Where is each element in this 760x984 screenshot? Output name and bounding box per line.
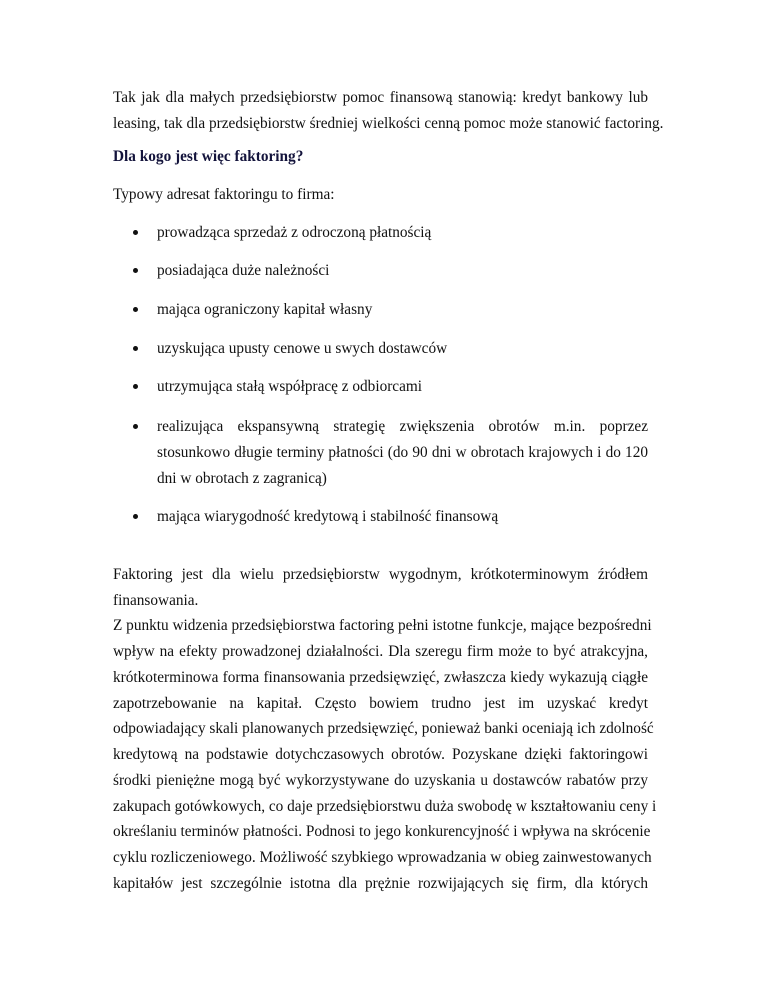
paragraph-line: kapitałów jest szczególnie istotna dla prężnie rozwijających się firm, dla których <box>113 875 648 892</box>
paragraph-line: Z punktu widzenia przedsiębiorstwa factoring pełni istotne funkcje, mające bezpośredni <box>113 617 652 634</box>
bullet-icon <box>133 307 138 312</box>
intro-line: Tak jak dla małych przedsiębiorstw pomoc finansową stanowią: kredyt bankowy lub <box>113 89 648 106</box>
paragraph-line: odpowiadający skali planowanych przedsięwzięć, ponieważ banki oceniają ich zdolność <box>113 720 654 737</box>
list-item: realizująca ekspansywną strategię zwiększenia obrotów m.in. poprzez <box>157 418 648 435</box>
list-item: mająca ograniczony kapitał własny <box>157 301 373 318</box>
paragraph-line: wpływ na efekty prowadzonej działalności. Dla szeregu firm może to być atrakcyjna, <box>113 643 648 660</box>
list-item: utrzymująca stałą współpracę z odbiorcami <box>157 378 423 395</box>
bullet-icon <box>133 230 138 235</box>
bullet-icon <box>133 514 138 519</box>
paragraph-line: finansowania. <box>113 592 199 609</box>
paragraph-line: cyklu rozliczeniowego. Możliwość szybkiego wprowadzania w obieg zainwestowanych <box>113 849 652 866</box>
paragraph-line: środki pieniężne mogą być wykorzystywane do uzyskania u dostawców rabatów przy <box>113 772 648 789</box>
paragraph-line: krótkoterminowa forma finansowania przedsięwzięć, zwłaszcza kiedy wykazują ciągłe <box>113 669 648 686</box>
list-item-continuation: dni w obrotach z zagranicą) <box>157 470 327 487</box>
section-heading: Dla kogo jest więc faktoring? <box>113 148 304 165</box>
bullet-icon <box>133 424 138 429</box>
list-intro: Typowy adresat faktoringu to firma: <box>113 186 335 203</box>
paragraph-line: kredytową na podstawie dotychczasowych obrotów. Pozyskane dzięki faktoringowi <box>113 746 648 763</box>
paragraph-line: zapotrzebowanie na kapitał. Często bowiem trudno jest im uzyskać kredyt <box>113 695 648 712</box>
bullet-icon <box>133 384 138 389</box>
list-item-continuation: stosunkowo długie terminy płatności (do 90 dni w obrotach krajowych i do 120 <box>157 444 648 461</box>
list-item: posiadająca duże należności <box>157 262 330 279</box>
list-item: mająca wiarygodność kredytową i stabilność finansową <box>157 508 499 525</box>
paragraph-line: określaniu terminów płatności. Podnosi to jego konkurencyjność i wpływa na skrócenie <box>113 823 651 840</box>
paragraph-line: Faktoring jest dla wielu przedsiębiorstw wygodnym, krótkoterminowym źródłem <box>113 566 648 583</box>
list-item: uzyskująca upusty cenowe u swych dostawców <box>157 340 448 357</box>
intro-line: leasing, tak dla przedsiębiorstw średniej wielkości cenną pomoc może stanowić factoring. <box>113 115 664 132</box>
bullet-icon <box>133 268 138 273</box>
paragraph-line: zakupach gotówkowych, co daje przedsiębiorstwu duża swobodę w kształtowaniu ceny i <box>113 798 657 815</box>
list-item: prowadząca sprzedaż z odroczoną płatnością <box>157 224 432 241</box>
bullet-icon <box>133 346 138 351</box>
